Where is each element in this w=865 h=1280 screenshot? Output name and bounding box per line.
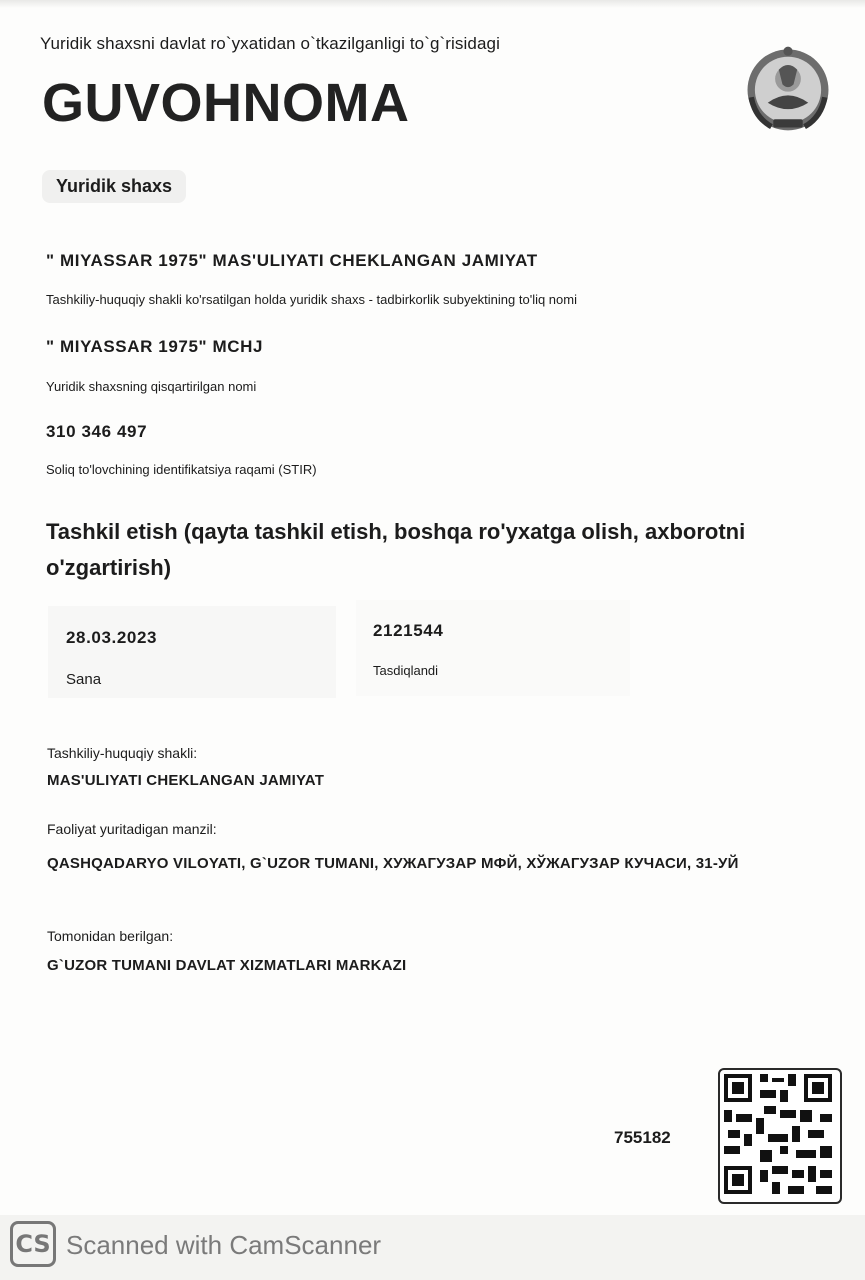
registration-title: Tashkil etish (qayta tashkil etish, boshqa ro'yxatga olish, axborotni o'zgartirish) — [46, 519, 746, 580]
tin-caption: Soliq to'lovchining identifikatsiya raqami (STIR) — [46, 462, 317, 477]
registration-number-box — [356, 600, 630, 696]
short-name-caption: Yuridik shaxsning qisqartirilgan nomi — [46, 379, 257, 394]
registration-date-label: Sana — [66, 671, 102, 688]
qr-code-icon — [720, 1070, 836, 1198]
registration-number-label: Tasdiqlandi — [373, 663, 439, 678]
state-emblem-icon — [742, 42, 834, 134]
full-name-value: " MIYASSAR 1975" MAS'ULIYATI CHEKLANGAN JAMIYAT — [46, 251, 538, 270]
camscanner-watermark: Scanned with CamScanner — [66, 1230, 382, 1260]
address-value: QASHQADARYO VILOYATI, G`UZOR TUMANI, ХУЖАГУЗАР МФЙ, ХЎЖАГУЗАР КУЧАСИ, 31-УЙ — [47, 855, 739, 872]
legal-form-value: MAS'ULIYATI CHEKLANGAN JAMIYAT — [47, 772, 325, 789]
registration-date-value: 28.03.2023 — [66, 628, 158, 647]
document-subtitle: Yuridik shaxsni davlat ro`yxatidan o`tkazilganligi to`g`risidagi — [40, 34, 500, 53]
short-name-value: " MIYASSAR 1975" MCHJ — [46, 337, 264, 356]
scan-edge — [0, 0, 865, 8]
address-label: Faoliyat yuritadigan manzil: — [47, 821, 217, 837]
registration-number-value: 2121544 — [373, 621, 444, 640]
full-name-caption: Tashkiliy-huquqiy shakli ko'rsatilgan holda yuridik shaxs - tadbirkorlik subyektining to'liq nomi — [46, 292, 577, 307]
issued-by-label: Tomonidan berilgan: — [47, 928, 174, 944]
legal-form-label: Tashkiliy-huquqiy shakli: — [47, 745, 198, 761]
document-title: GUVOHNOMA — [42, 73, 410, 133]
tin-value: 310 346 497 — [46, 422, 148, 441]
entity-type-tag: Yuridik shaxs — [42, 170, 186, 203]
qr-code-frame — [718, 1068, 842, 1204]
serial-number: 755182 — [614, 1128, 671, 1147]
camscanner-logo-icon: CS — [10, 1221, 56, 1267]
issued-by-value: G`UZOR TUMANI DAVLAT XIZMATLARI MARKAZI — [47, 957, 407, 974]
